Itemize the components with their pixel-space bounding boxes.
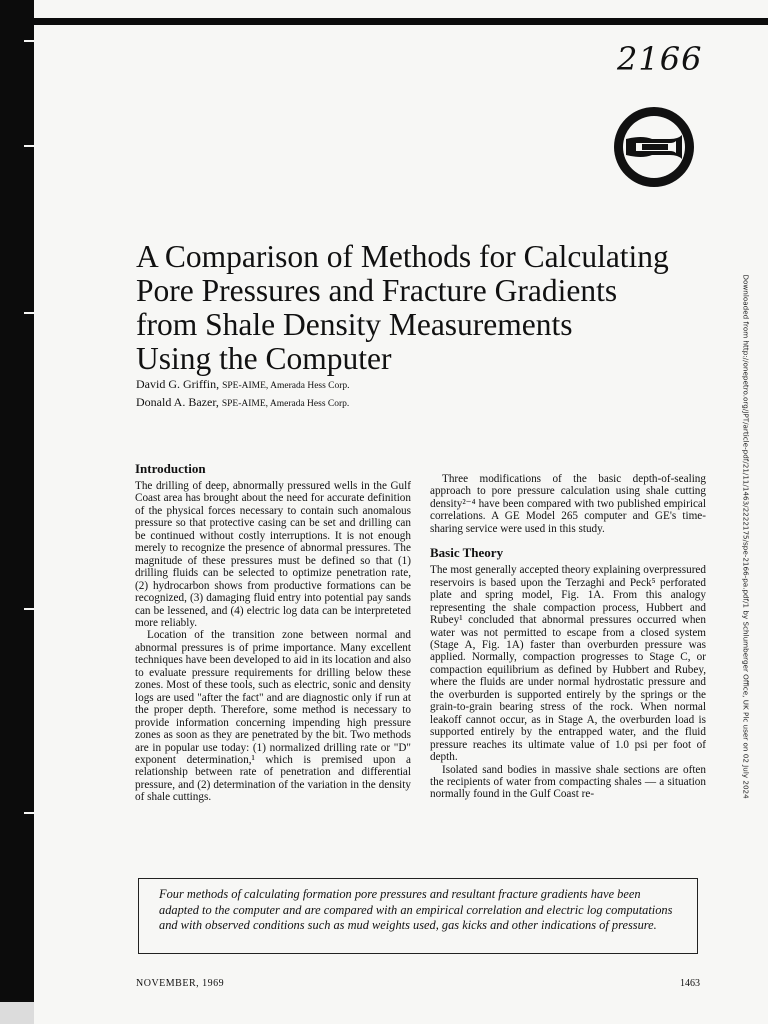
- issue-date: NOVEMBER, 1969: [136, 978, 225, 989]
- body-paragraph: Three modifications of the basic depth-of-sealing approach to pore pressure calculation using shale cutting density²⁻⁴ have been compared with two published empirical correlations. A GE Model 265 computer and GE's time-sharing service were used in this study.: [430, 473, 706, 535]
- title-line: A Comparison of Methods for Calculating: [136, 239, 669, 274]
- scan-mark: [24, 40, 34, 42]
- author-affiliation: SPE-AIME, Amerada Hess Corp.: [222, 381, 350, 391]
- abstract-box: Four methods of calculating formation pore pressures and resultant fracture gradients have been adapted to the computer and are compared with an empirical correlation and electric log computations and with observed conditions such as mud weights used, gas kicks and other indications of pressure.: [138, 878, 698, 954]
- scan-mark: [24, 145, 34, 147]
- title-line: Pore Pressures and Fracture Gradients: [136, 273, 618, 308]
- author-line: [136, 394, 350, 412]
- scan-top-border: [34, 18, 768, 25]
- author-name: Donald A. Bazer,: [136, 395, 219, 409]
- author-affiliation: SPE-AIME, Amerada Hess Corp.: [221, 399, 350, 409]
- right-text-column: [430, 461, 706, 801]
- scan-left-border: [0, 0, 34, 1002]
- scan-mark: [24, 812, 34, 814]
- page-number: 1463: [680, 978, 700, 989]
- left-text-column: [135, 461, 411, 804]
- title-line: Using the Computer: [136, 341, 392, 376]
- author-list: [136, 376, 350, 412]
- download-watermark-text: Downloaded from http://onepetro.org/JPT/article-pdf/21/11/1463/2222175/spe-2166-pa.pdf/1 by Schlumberger Office, UK Plc user on 02 July 2024: [741, 274, 751, 799]
- download-watermark: [738, 274, 752, 998]
- handwritten-paper-number: 2166: [617, 40, 703, 78]
- body-paragraph: The most generally accepted theory explaining overpressured reservoirs is based upon the Terzaghi and Peck⁵ perforated plate and spring model, Fig. 1A. From this analogy representing the shale compaction process, Hubbert and Rubey¹ concluded that abnormal pressures occurred when water was not permitted to escape from a closed system (Stage A, Fig. 1A) faster than overburden pressure was applied. Normally, compaction progresses to Stage C, or compaction equilibrium as defined by Hubbert and Rubey, where the fluids are under normal hydrostatic pressure and the overburden is supported entirely by the springs or the grain-to-grain bearing stress of the rock. When normal leakoff cannot occur, as in Stage A, the overburden load is supported entirely by the entrapped water, and the fluid pressure reaches its ultimate value of 1.0 psi per foot of depth.: [430, 564, 706, 764]
- scan-mark: [24, 312, 34, 314]
- body-paragraph: The drilling of deep, abnormally pressured wells in the Gulf Coast area has brought about the need for accurate definition of the physical forces necessary to contain such anomalous pressure so that protective casing can be set and drilling can be continued without costly interruptions. It is not enough merely to recognize the presence of abnormal pressures. The magnitude of these pressures must be defined so that (1) drilling fluids can be selected to optimize penetration rate, (2) hydrocarbon shows from productive formations can be recognized, (3) damaging fluid entry into potential pay sands can be lessened, and (4) electric log data can be interpreteted more reliably.: [135, 480, 411, 629]
- body-paragraph: Isolated sand bodies in massive shale sections are often the recipients of water from compacting shales — a situation normally found in the Gulf Coast re-: [430, 763, 706, 801]
- body-paragraph: Location of the transition zone between normal and abnormal pressures is of prime importance. Many excellent techniques have been developed to aid in its location and also to evaluate pressure requirements for drilling below these zones. Most of these tools, such as electric, sonic and density logs are used "after the fact" and are diagnostic only if run at the proper depth. Therefore, some method is necessary to provide information concerning impending high pressure zones as soon as they are penetrated by the bit. Two methods are in popular use today: (1) normalized drilling rate or "D" exponent determination,¹ which is premised upon a relationship between rate of penetration and differential pressure, and (2) determination of the variation in the density of shale cuttings.: [135, 629, 411, 804]
- title-line: from Shale Density Measurements: [136, 307, 573, 342]
- author-line: [136, 376, 350, 394]
- paper-title: [136, 240, 696, 376]
- section-heading-basic-theory: Basic Theory: [430, 545, 504, 561]
- author-name: David G. Griffin,: [136, 377, 220, 391]
- scan-mark: [24, 608, 34, 610]
- journal-logo-icon: [612, 105, 696, 189]
- section-heading-introduction: Introduction: [135, 461, 206, 476]
